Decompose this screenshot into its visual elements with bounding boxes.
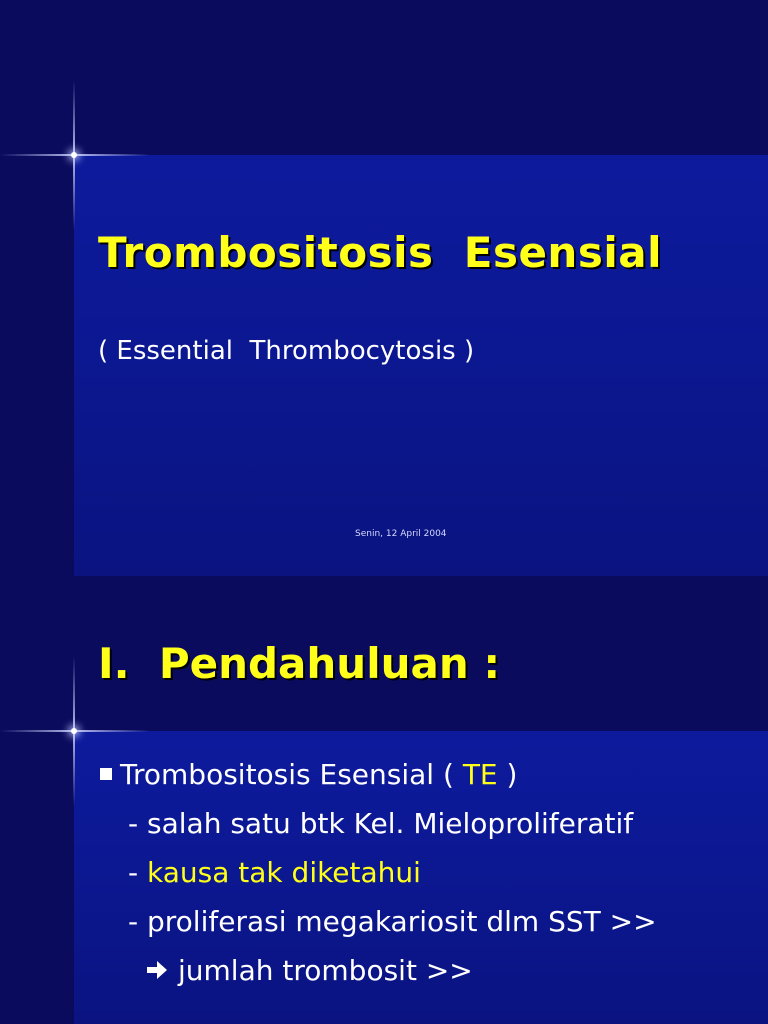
- slide-subtitle: ( Essential Thrombocytosis ): [98, 336, 475, 366]
- sparkle-icon: [71, 728, 77, 734]
- list-item: - salah satu btk Kel. Mieloproliferatif: [128, 807, 634, 840]
- bullet-content: [100, 750, 657, 995]
- bullet-line: [100, 750, 657, 799]
- sparkle-icon: [71, 152, 77, 158]
- bullet-prefix: Trombositosis Esensial (: [120, 758, 463, 791]
- list-item: [100, 848, 657, 897]
- list-item-dash: -: [128, 856, 148, 889]
- right-arrow-icon: [146, 946, 168, 995]
- list-item: - proliferasi megakariosit dlm SST >>: [128, 905, 657, 938]
- slide-title: Trombositosis Esensial: [98, 228, 662, 277]
- bullet-suffix: ): [497, 758, 518, 791]
- list-item-highlight: kausa tak diketahui: [147, 856, 421, 889]
- slide-date: Senin, 12 April 2004: [355, 529, 447, 539]
- list-item-text: jumlah trombosit >>: [178, 954, 473, 987]
- bullet-abbr: TE: [462, 758, 498, 791]
- square-bullet-icon: [100, 768, 112, 780]
- list-item: [100, 946, 657, 995]
- content-slide: [0, 576, 768, 1024]
- section-heading: I. Pendahuluan :: [98, 639, 501, 688]
